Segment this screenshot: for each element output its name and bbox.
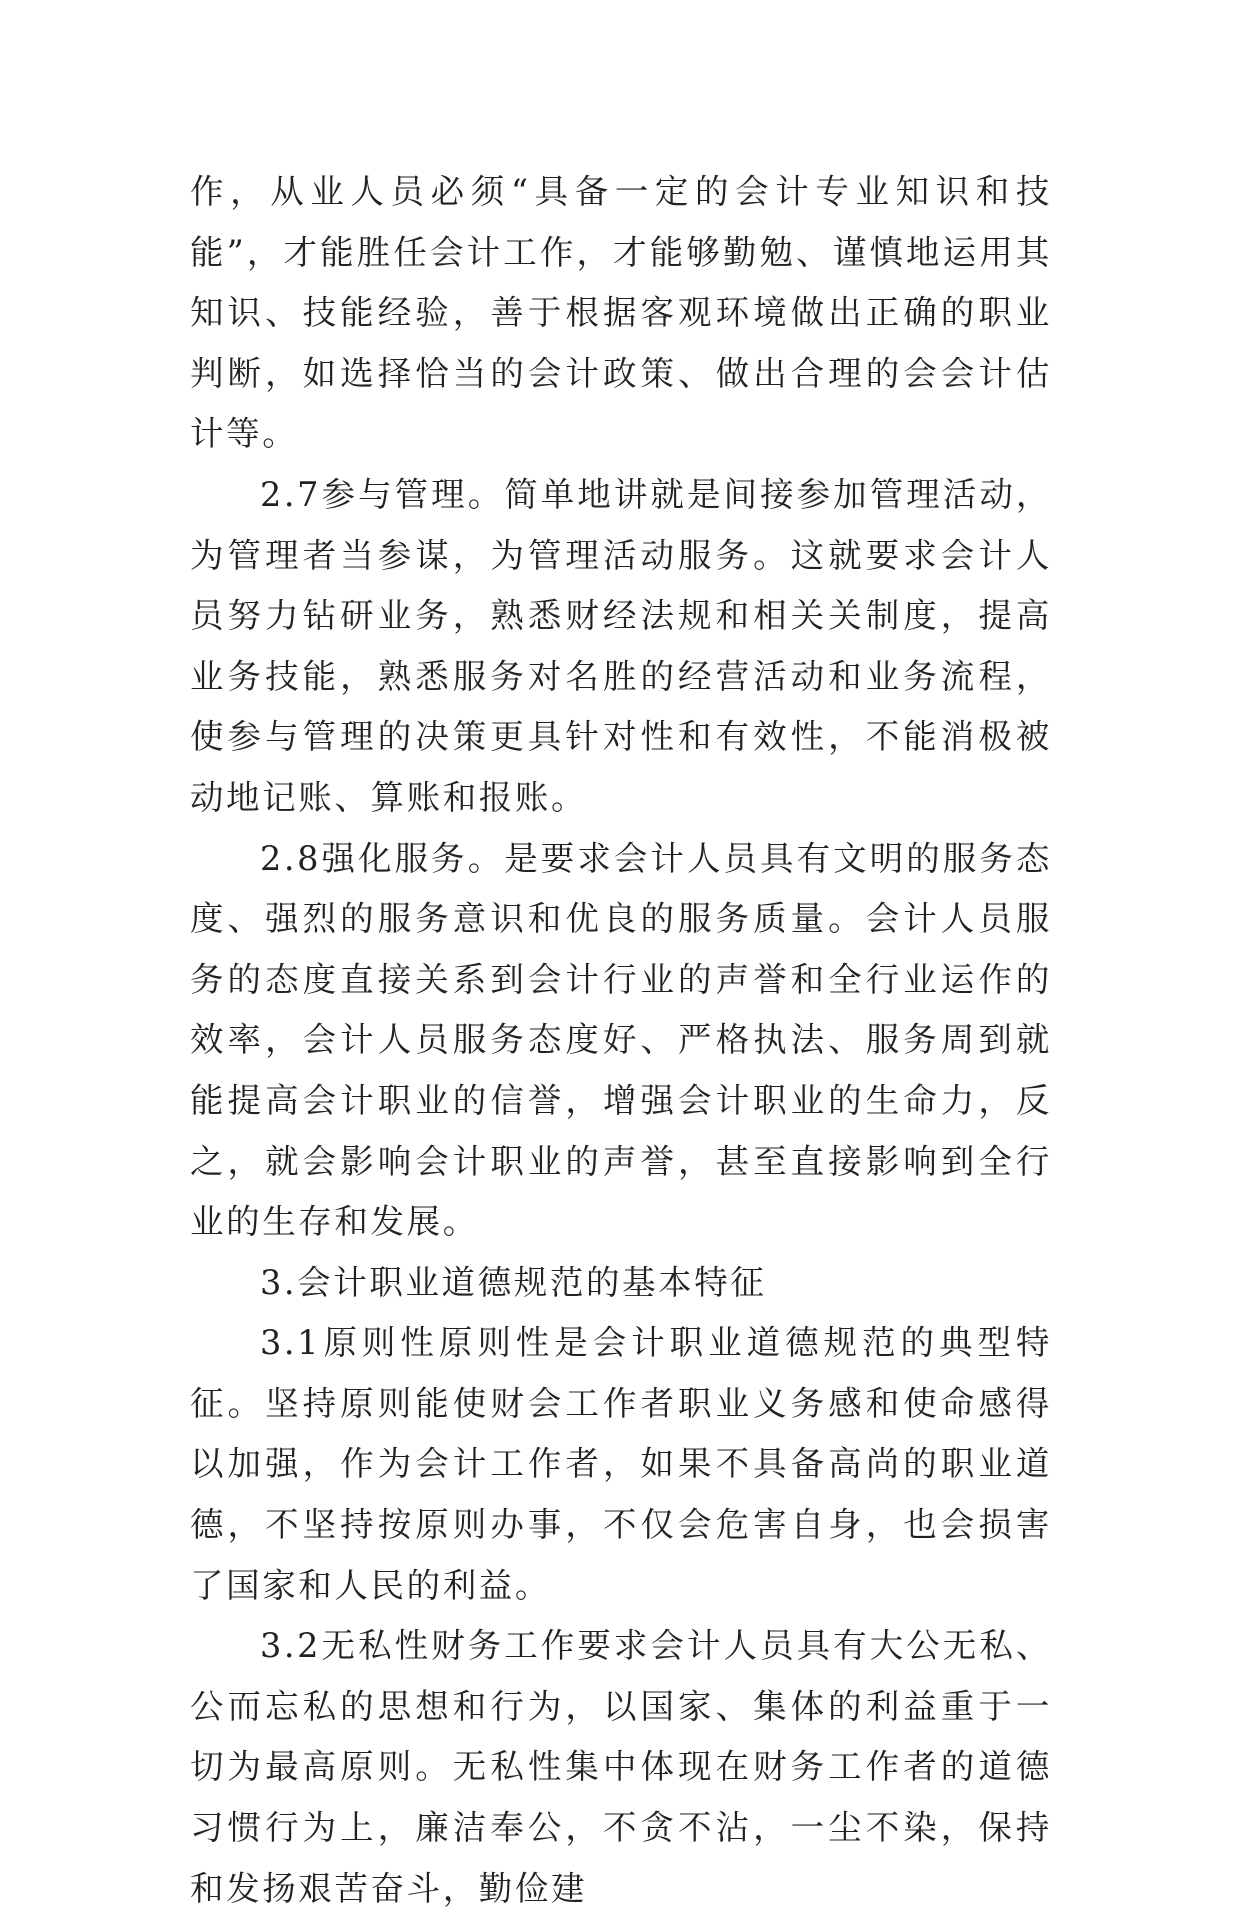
body-text <box>190 162 1052 1919</box>
paragraph-strengthen-service: 2.8强化服务。是要求会计人员具有文明的服务态度、强烈的服务意识和优良的服务质量。会计人员服务的态度直接关系到会计行业的声誉和全行业运作的效率，会计人员服务态度好、严格执法、服务周到就能提高会计职业的信誉，增强会计职业的生命力，反之，就会影响会计职业的声誉，甚至直接影响到全行业的生存和发展。 <box>190 838 1052 1242</box>
paragraph-participate-management: 2.7参与管理。简单地讲就是间接参加管理活动，为管理者当参谋，为管理活动服务。这就要求会计人员努力钻研业务，熟悉财经法规和相关关制度，提高业务技能，熟悉服务对名胜的经营活动和业务流程，使参与管理的决策更具针对性和有效性，不能消极被动地记账、算账和报账。 <box>190 474 1052 817</box>
paragraph-selflessness: 3.2无私性财务工作要求会计人员具有大公无私、公而忘私的思想和行为，以国家、集体的利益重于一切为最高原则。无私性集中体现在财务工作者的道德习惯行为上，廉洁奉公，不贪不沾，一尘不染，保持和发扬艰苦奋斗，勤俭建 <box>190 1626 1052 1908</box>
section-heading: 3.会计职业道德规范的基本特征 <box>260 1262 767 1302</box>
paragraph-continuation: 作，从业人员必须“具备一定的会计专业知识和技能”，才能胜任会计工作，才能够勤勉、谨慎地运用其知识、技能经验，善于根据客观环境做出正确的职业判断，如选择恰当的会计政策、做出合理的会会计估计等。 <box>190 172 1052 454</box>
paragraph-principle: 3.1原则性原则性是会计职业道德规范的典型特征。坚持原则能使财会工作者职业义务感和使命感得以加强，作为会计工作者，如果不具备高尚的职业道德，不坚持按原则办事，不仅会危害自身，也会损害了国家和人民的利益。 <box>190 1323 1052 1605</box>
